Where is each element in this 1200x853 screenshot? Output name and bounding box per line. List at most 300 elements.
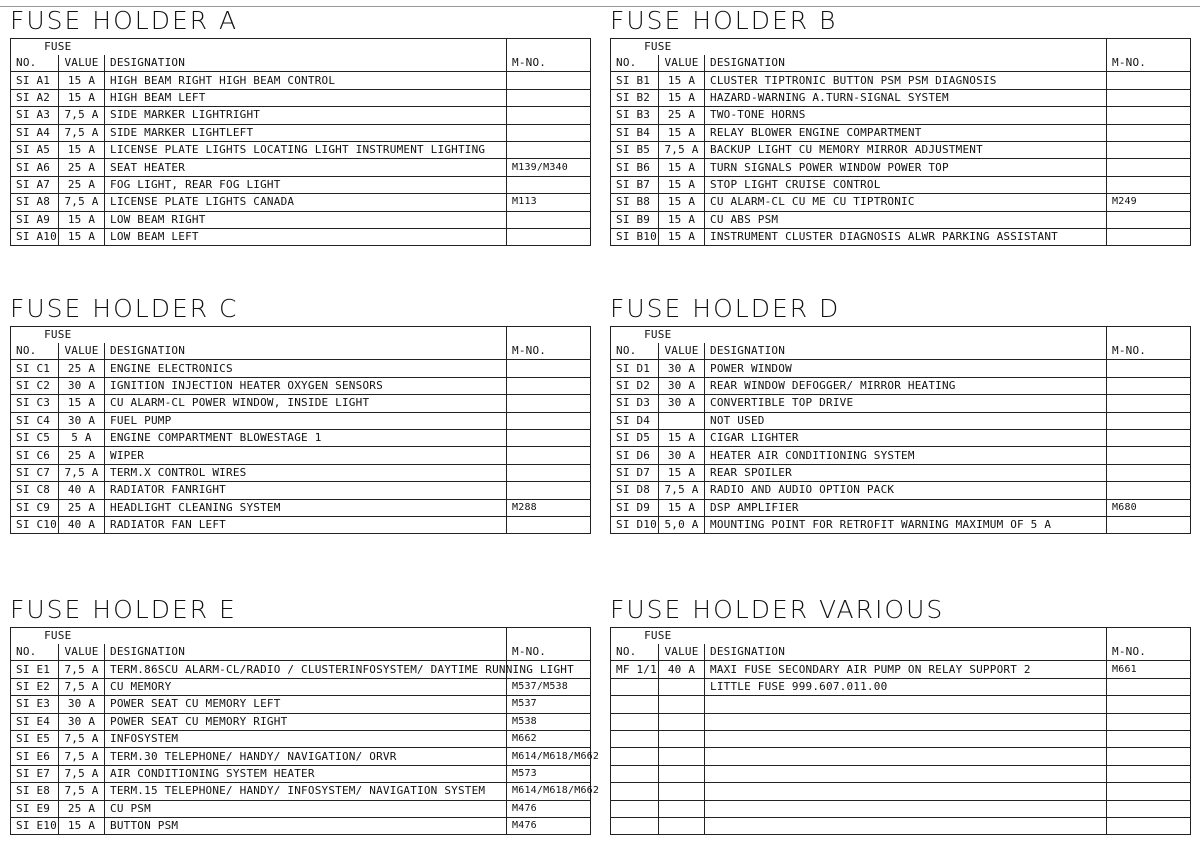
fuse-value xyxy=(659,783,705,800)
fuse-designation: REAR WINDOW DEFOGGER/ MIRROR HEATING xyxy=(705,377,1107,394)
fuse-value: 25 A xyxy=(59,159,105,176)
fuse-mno xyxy=(1107,713,1191,730)
fuse-value: 30 A xyxy=(59,412,105,429)
fuse-number: SI E9 xyxy=(11,800,59,817)
fuse-mno: M662 xyxy=(507,730,591,747)
fuse-designation: TERM.15 TELEPHONE/ HANDY/ INFOSYSTEM/ NAVIGATION SYSTEM xyxy=(105,783,507,800)
fuse-number: SI D6 xyxy=(611,447,659,464)
table-row xyxy=(11,228,591,245)
fuse-number xyxy=(611,696,659,713)
fuse-number: SI B6 xyxy=(611,159,659,176)
fuse-designation: HIGH BEAM LEFT xyxy=(105,89,507,106)
table-row xyxy=(611,176,1191,193)
fuse-number: SI B2 xyxy=(611,89,659,106)
table-row xyxy=(11,72,591,89)
header-value: VALUE xyxy=(659,55,705,72)
fuse-mno xyxy=(507,89,591,106)
fuse-designation: LOW BEAM LEFT xyxy=(105,228,507,245)
table-row xyxy=(611,395,1191,412)
fuse-value xyxy=(659,713,705,730)
header-blank xyxy=(1107,39,1191,56)
table-row xyxy=(11,194,591,211)
fuse-number xyxy=(611,713,659,730)
fuse-number: SI A5 xyxy=(11,141,59,158)
fuse-mno xyxy=(1107,748,1191,765)
fuse-value: 7,5 A xyxy=(659,482,705,499)
fuse-mno xyxy=(1107,800,1191,817)
table-row xyxy=(611,194,1191,211)
fuse-designation: IGNITION INJECTION HEATER OXYGEN SENSORS xyxy=(105,377,507,394)
fuse-designation: CU ALARM-CL POWER WINDOW, INSIDE LIGHT xyxy=(105,395,507,412)
fuse-mno xyxy=(1107,176,1191,193)
fuse-mno xyxy=(1107,482,1191,499)
fuse-value: 7,5 A xyxy=(659,141,705,158)
table-row xyxy=(611,730,1191,747)
table-row xyxy=(611,412,1191,429)
fuse-number: SI A10 xyxy=(11,228,59,245)
holder-title: FUSE HOLDER D xyxy=(610,294,841,323)
fuse-designation xyxy=(705,696,1107,713)
table-row xyxy=(11,89,591,106)
fuse-designation: HIGH BEAM RIGHT HIGH BEAM CONTROL xyxy=(105,72,507,89)
fuse-designation: WIPER xyxy=(105,447,507,464)
fuse-designation xyxy=(705,730,1107,747)
header-mno: M-NO. xyxy=(507,55,591,72)
fuse-number: SI B10 xyxy=(611,228,659,245)
fuse-number: SI E8 xyxy=(11,783,59,800)
fuse-number: SI B8 xyxy=(611,194,659,211)
fuse-designation: AIR CONDITIONING SYSTEM HEATER xyxy=(105,765,507,782)
fuse-value: 25 A xyxy=(59,360,105,377)
fuse-value: 7,5 A xyxy=(59,194,105,211)
fuse-designation: MOUNTING POINT FOR RETROFIT WARNING MAXIMUM OF 5 A xyxy=(705,516,1107,533)
header-fuse: FUSE xyxy=(611,327,705,344)
fuse-number xyxy=(611,765,659,782)
header-row-top xyxy=(611,39,1191,56)
fuse-designation: RADIO AND AUDIO OPTION PACK xyxy=(705,482,1107,499)
fuse-number: SI C2 xyxy=(11,377,59,394)
table-row xyxy=(11,817,591,834)
fuse-mno xyxy=(507,211,591,228)
fuse-designation: INSTRUMENT CLUSTER DIAGNOSIS ALWR PARKING ASSISTANT xyxy=(705,228,1107,245)
fuse-value: 30 A xyxy=(659,377,705,394)
fuse-value: 7,5 A xyxy=(59,464,105,481)
fuse-mno xyxy=(1107,377,1191,394)
fuse-value: 15 A xyxy=(659,72,705,89)
fuse-number: SI D4 xyxy=(611,412,659,429)
fuse-holder-0 xyxy=(10,4,590,246)
fuse-number xyxy=(611,748,659,765)
fuse-mno: M680 xyxy=(1107,499,1191,516)
fuse-value: 7,5 A xyxy=(59,661,105,678)
fuse-number: SI E10 xyxy=(11,817,59,834)
fuse-mno xyxy=(1107,429,1191,446)
fuse-table xyxy=(610,627,1191,835)
fuse-designation: POWER SEAT CU MEMORY RIGHT xyxy=(105,713,507,730)
fuse-number: SI E1 xyxy=(11,661,59,678)
header-blank xyxy=(105,327,507,344)
fuse-designation: MAXI FUSE SECONDARY AIR PUMP ON RELAY SUPPORT 2 xyxy=(705,661,1107,678)
fuse-number: SI A3 xyxy=(11,107,59,124)
table-row xyxy=(11,713,591,730)
fuse-value xyxy=(659,748,705,765)
table-row xyxy=(611,89,1191,106)
fuse-number: SI E2 xyxy=(11,678,59,695)
fuse-value: 30 A xyxy=(59,696,105,713)
table-row xyxy=(611,124,1191,141)
table-row xyxy=(11,661,591,678)
fuse-value: 30 A xyxy=(59,713,105,730)
header-row xyxy=(11,55,591,72)
fuse-designation: BUTTON PSM xyxy=(105,817,507,834)
fuse-designation xyxy=(705,800,1107,817)
fuse-designation: NOT USED xyxy=(705,412,1107,429)
header-no: NO. xyxy=(611,55,659,72)
header-no: NO. xyxy=(11,343,59,360)
fuse-value xyxy=(659,817,705,834)
holder-title: FUSE HOLDER E xyxy=(10,595,237,624)
fuse-value xyxy=(659,678,705,695)
fuse-designation: STOP LIGHT CRUISE CONTROL xyxy=(705,176,1107,193)
fuse-holder-4 xyxy=(10,593,600,835)
fuse-mno xyxy=(1107,516,1191,533)
fuse-mno xyxy=(507,360,591,377)
fuse-number: MF 1/1 xyxy=(611,661,659,678)
fuse-mno xyxy=(1107,360,1191,377)
header-row xyxy=(11,644,591,661)
fuse-mno xyxy=(1107,765,1191,782)
fuse-number: SI A7 xyxy=(11,176,59,193)
header-row xyxy=(611,343,1191,360)
header-no: NO. xyxy=(611,343,659,360)
fuse-mno xyxy=(507,429,591,446)
header-blank xyxy=(507,39,591,56)
fuse-table xyxy=(610,38,1191,246)
holder-title: FUSE HOLDER C xyxy=(10,294,239,323)
fuse-value xyxy=(659,730,705,747)
fuse-mno: M614/M618/M662 xyxy=(507,748,591,765)
fuse-number: SI C5 xyxy=(11,429,59,446)
fuse-value: 15 A xyxy=(659,176,705,193)
fuse-designation: ENGINE COMPARTMENT BLOWESTAGE 1 xyxy=(105,429,507,446)
fuse-mno xyxy=(1107,464,1191,481)
table-row xyxy=(611,748,1191,765)
header-row-top xyxy=(611,327,1191,344)
fuse-mno xyxy=(1107,412,1191,429)
holder-title: FUSE HOLDER B xyxy=(610,6,838,35)
table-row xyxy=(611,800,1191,817)
fuse-value: 7,5 A xyxy=(59,783,105,800)
fuse-designation: TWO-TONE HORNS xyxy=(705,107,1107,124)
header-row-top xyxy=(611,628,1191,645)
fuse-designation: SEAT HEATER xyxy=(105,159,507,176)
fuse-number: SI C3 xyxy=(11,395,59,412)
fuse-value: 7,5 A xyxy=(59,765,105,782)
fuse-number: SI E4 xyxy=(11,713,59,730)
table-row xyxy=(611,360,1191,377)
fuse-mno xyxy=(507,516,591,533)
fuse-mno xyxy=(1107,447,1191,464)
header-no: NO. xyxy=(11,644,59,661)
fuse-mno xyxy=(1107,124,1191,141)
fuse-mno xyxy=(507,176,591,193)
fuse-value: 15 A xyxy=(659,464,705,481)
fuse-mno xyxy=(1107,395,1191,412)
fuse-number: SI A4 xyxy=(11,124,59,141)
fuse-number: SI C1 xyxy=(11,360,59,377)
fuse-designation: INFOSYSTEM xyxy=(105,730,507,747)
fuse-designation: CONVERTIBLE TOP DRIVE xyxy=(705,395,1107,412)
fuse-number: SI B4 xyxy=(611,124,659,141)
table-row xyxy=(11,800,591,817)
fuse-value: 15 A xyxy=(59,395,105,412)
table-row xyxy=(611,228,1191,245)
fuse-designation: LICENSE PLATE LIGHTS LOCATING LIGHT INSTRUMENT LIGHTING xyxy=(105,141,507,158)
fuse-mno xyxy=(1107,107,1191,124)
table-row xyxy=(611,159,1191,176)
fuse-mno: M614/M618/M662 xyxy=(507,783,591,800)
table-row xyxy=(611,817,1191,834)
fuse-value: 25 A xyxy=(59,176,105,193)
fuse-mno xyxy=(1107,228,1191,245)
header-row xyxy=(611,55,1191,72)
header-blank xyxy=(507,628,591,645)
holder-title: FUSE HOLDER A xyxy=(10,6,239,35)
fuse-value: 15 A xyxy=(59,72,105,89)
fuse-mno xyxy=(507,447,591,464)
fuse-number: SI B7 xyxy=(611,176,659,193)
table-row xyxy=(611,516,1191,533)
fuse-designation: CU MEMORY xyxy=(105,678,507,695)
header-mno: M-NO. xyxy=(1107,55,1191,72)
table-row xyxy=(11,360,591,377)
table-row xyxy=(11,464,591,481)
fuse-holder-2 xyxy=(10,292,590,534)
fuse-value: 7,5 A xyxy=(59,748,105,765)
header-row xyxy=(611,644,1191,661)
header-mno: M-NO. xyxy=(507,644,591,661)
table-row xyxy=(611,107,1191,124)
fuse-number: SI C7 xyxy=(11,464,59,481)
table-row xyxy=(11,482,591,499)
header-blank xyxy=(507,327,591,344)
table-row xyxy=(11,412,591,429)
header-fuse: FUSE xyxy=(11,327,105,344)
fuse-number: SI B3 xyxy=(611,107,659,124)
fuse-designation xyxy=(705,713,1107,730)
table-row xyxy=(611,765,1191,782)
fuse-mno xyxy=(507,124,591,141)
header-fuse: FUSE xyxy=(611,39,705,56)
fuse-designation: POWER SEAT CU MEMORY LEFT xyxy=(105,696,507,713)
table-row xyxy=(11,211,591,228)
fuse-mno xyxy=(507,482,591,499)
fuse-designation: CU PSM xyxy=(105,800,507,817)
fuse-table xyxy=(610,326,1191,534)
fuse-value: 7,5 A xyxy=(59,107,105,124)
fuse-designation: HEATER AIR CONDITIONING SYSTEM xyxy=(705,447,1107,464)
header-no: NO. xyxy=(611,644,659,661)
fuse-number: SI C4 xyxy=(11,412,59,429)
header-designation: DESIGNATION xyxy=(105,55,507,72)
fuse-mno xyxy=(1107,89,1191,106)
fuse-number: SI C8 xyxy=(11,482,59,499)
fuse-holder-1 xyxy=(610,4,1190,246)
fuse-number xyxy=(611,800,659,817)
fuse-value: 15 A xyxy=(659,159,705,176)
fuse-value: 15 A xyxy=(59,228,105,245)
fuse-mno xyxy=(1107,730,1191,747)
fuse-designation: REAR SPOILER xyxy=(705,464,1107,481)
fuse-number: SI E6 xyxy=(11,748,59,765)
table-row xyxy=(611,377,1191,394)
fuse-mno: M537/M538 xyxy=(507,678,591,695)
fuse-mno xyxy=(1107,72,1191,89)
fuse-mno: M537 xyxy=(507,696,591,713)
fuse-value: 40 A xyxy=(59,482,105,499)
table-row xyxy=(611,429,1191,446)
fuse-value: 7,5 A xyxy=(59,124,105,141)
fuse-mno: M249 xyxy=(1107,194,1191,211)
fuse-number xyxy=(611,730,659,747)
fuse-number: SI C6 xyxy=(11,447,59,464)
fuse-value: 15 A xyxy=(659,124,705,141)
header-fuse: FUSE xyxy=(11,628,105,645)
fuse-designation: TURN SIGNALS POWER WINDOW POWER TOP xyxy=(705,159,1107,176)
fuse-number: SI B5 xyxy=(611,141,659,158)
fuse-number: SI E7 xyxy=(11,765,59,782)
fuse-designation: TERM.86SCU ALARM-CL/RADIO / CLUSTERINFOSYSTEM/ DAYTIME RUNNING LIGHT xyxy=(105,661,507,678)
fuse-designation: CLUSTER TIPTRONIC BUTTON PSM PSM DIAGNOSIS xyxy=(705,72,1107,89)
fuse-designation: FOG LIGHT, REAR FOG LIGHT xyxy=(105,176,507,193)
fuse-number: SI C9 xyxy=(11,499,59,516)
fuse-number: SI A6 xyxy=(11,159,59,176)
fuse-mno xyxy=(507,412,591,429)
fuse-mno xyxy=(1107,678,1191,695)
fuse-mno xyxy=(507,377,591,394)
fuse-value: 5 A xyxy=(59,429,105,446)
fuse-number: SI A9 xyxy=(11,211,59,228)
fuse-value: 7,5 A xyxy=(59,678,105,695)
table-row xyxy=(611,72,1191,89)
fuse-table xyxy=(10,627,600,835)
fuse-designation: TERM.X CONTROL WIRES xyxy=(105,464,507,481)
header-value: VALUE xyxy=(59,644,105,661)
fuse-mno xyxy=(507,72,591,89)
table-row xyxy=(611,141,1191,158)
header-value: VALUE xyxy=(659,644,705,661)
fuse-designation: CU ALARM-CL CU ME CU TIPTRONIC xyxy=(705,194,1107,211)
table-row xyxy=(611,713,1191,730)
fuse-number: SI B1 xyxy=(611,72,659,89)
fuse-value: 25 A xyxy=(59,499,105,516)
fuse-mno xyxy=(507,464,591,481)
fuse-table xyxy=(10,38,591,246)
header-blank xyxy=(105,628,507,645)
fuse-number: SI D3 xyxy=(611,395,659,412)
fuse-value xyxy=(659,412,705,429)
table-row xyxy=(11,159,591,176)
fuse-designation: RADIATOR FAN LEFT xyxy=(105,516,507,533)
fuse-number: SI D10 xyxy=(611,516,659,533)
fuse-value: 30 A xyxy=(659,395,705,412)
fuse-number: SI A1 xyxy=(11,72,59,89)
table-row xyxy=(11,516,591,533)
fuse-number: SI D2 xyxy=(611,377,659,394)
fuse-mno xyxy=(507,395,591,412)
fuse-designation: ENGINE ELECTRONICS xyxy=(105,360,507,377)
table-row xyxy=(611,447,1191,464)
fuse-mno: M538 xyxy=(507,713,591,730)
header-mno: M-NO. xyxy=(1107,644,1191,661)
fuse-mno: M661 xyxy=(1107,661,1191,678)
table-row xyxy=(611,482,1191,499)
fuse-number: SI E5 xyxy=(11,730,59,747)
fuse-number: SI C10 xyxy=(11,516,59,533)
header-blank xyxy=(105,39,507,56)
fuse-mno xyxy=(1107,783,1191,800)
fuse-number: SI E3 xyxy=(11,696,59,713)
header-mno: M-NO. xyxy=(1107,343,1191,360)
fuse-designation: HEADLIGHT CLEANING SYSTEM xyxy=(105,499,507,516)
fuse-mno xyxy=(1107,211,1191,228)
fuse-designation: RADIATOR FANRIGHT xyxy=(105,482,507,499)
fuse-value: 15 A xyxy=(659,211,705,228)
header-designation: DESIGNATION xyxy=(105,343,507,360)
fuse-designation: SIDE MARKER LIGHTRIGHT xyxy=(105,107,507,124)
fuse-mno xyxy=(1107,817,1191,834)
table-row xyxy=(611,464,1191,481)
fuse-value xyxy=(659,696,705,713)
fuse-number xyxy=(611,783,659,800)
fuse-value: 15 A xyxy=(59,89,105,106)
holder-title: FUSE HOLDER VARIOUS xyxy=(610,595,945,624)
fuse-designation xyxy=(705,748,1107,765)
fuse-mno: M573 xyxy=(507,765,591,782)
table-row xyxy=(11,124,591,141)
fuse-number: SI D7 xyxy=(611,464,659,481)
table-row xyxy=(11,141,591,158)
fuse-value: 15 A xyxy=(59,141,105,158)
fuse-mno: M476 xyxy=(507,800,591,817)
header-no: NO. xyxy=(11,55,59,72)
header-blank xyxy=(705,327,1107,344)
fuse-number xyxy=(611,817,659,834)
table-row xyxy=(11,765,591,782)
fuse-mno xyxy=(1107,141,1191,158)
fuse-value: 15 A xyxy=(659,429,705,446)
header-value: VALUE xyxy=(59,55,105,72)
header-fuse: FUSE xyxy=(611,628,705,645)
fuse-mno xyxy=(507,107,591,124)
header-value: VALUE xyxy=(59,343,105,360)
table-row xyxy=(611,661,1191,678)
table-row xyxy=(11,696,591,713)
fuse-designation: CIGAR LIGHTER xyxy=(705,429,1107,446)
fuse-designation: SIDE MARKER LIGHTLEFT xyxy=(105,124,507,141)
header-designation: DESIGNATION xyxy=(705,55,1107,72)
fuse-holder-3 xyxy=(610,292,1190,534)
table-row xyxy=(611,499,1191,516)
fuse-designation: CU ABS PSM xyxy=(705,211,1107,228)
table-row xyxy=(11,678,591,695)
fuse-value: 25 A xyxy=(659,107,705,124)
fuse-value: 7,5 A xyxy=(59,730,105,747)
fuse-number: SI D5 xyxy=(611,429,659,446)
header-row-top xyxy=(11,628,591,645)
fuse-value: 40 A xyxy=(659,661,705,678)
fuse-number: SI D8 xyxy=(611,482,659,499)
